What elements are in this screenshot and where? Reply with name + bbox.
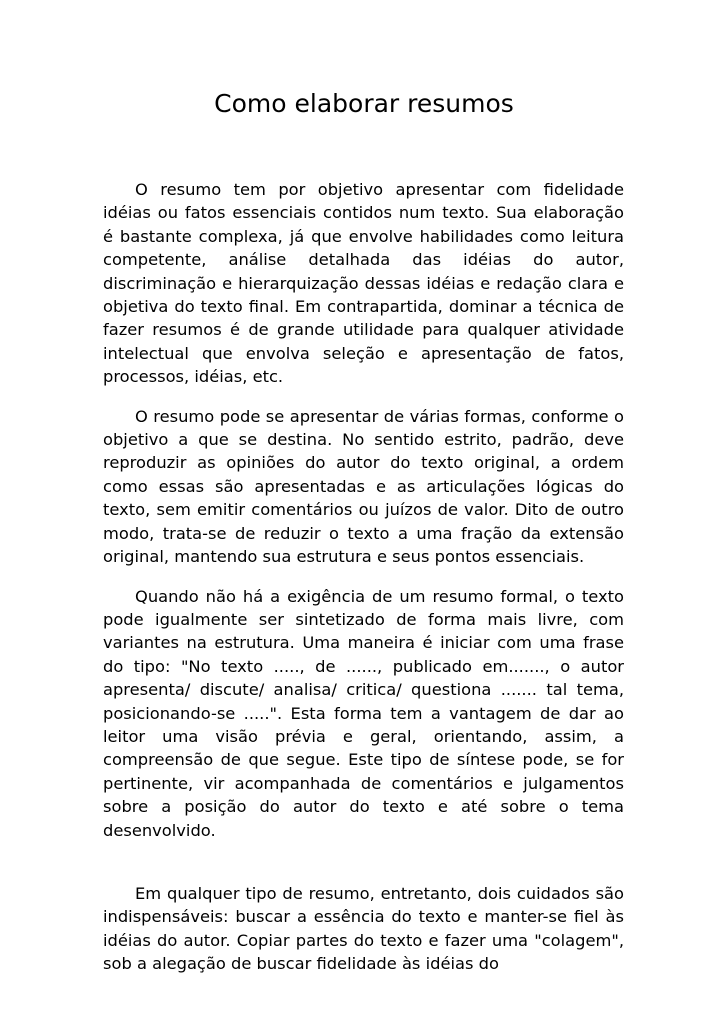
document-body [103,178,624,976]
document-title: Como elaborar resumos [214,89,514,118]
paragraph-4: Em qualquer tipo de resumo, entretanto, dois cuidados são indispensáveis: buscar a essência do texto e manter-se fiel às idéias do autor. Copiar partes do texto e fazer uma "colagem", sob a alegação de buscar fidelidade às idéias do [103,883,624,974]
paragraph-2: O resumo pode se apresentar de várias formas, conforme o objetivo a que se destina. No sentido estrito, padrão, deve reproduzir as opiniões do autor do texto original, a ordem como essas são apresentadas e as articulações lógicas do texto, sem emitir comentários ou juízos de valor. Dito de outro modo, trata-se de reduzir o texto a uma fração da extensão original, mantendo sua estrutura e seus pontos essenciais. [103,406,624,567]
paragraph-3: Quando não há a exigência de um resumo formal, o texto pode igualmente ser sintetizado de forma mais livre, com variantes na estrutura. Uma maneira é iniciar com uma frase do tipo: "No texto ....., de ......, publicado em......., o autor apresenta/ discute/ analisa/ critica/ questiona ....... tal tema, posicionando-se .....". Esta forma tem a vantagem de dar ao leitor uma visão prévia e geral, orientando, assim, a compreensão de que segue. Este tipo de síntese pode, se for pertinente, vir acompanhada de comentários e julgamentos sobre a posição do autor do texto e até sobre o tema desenvolvido. [103,586,624,840]
paragraph-1: O resumo tem por objetivo apresentar com fidelidade idéias ou fatos essenciais contidos num texto. Sua elaboração é bastante complexa, já que envolve habilidades como leitura competente, análise detalhada das idéias do autor, discriminação e hierarquização dessas idéias e redação clara e objetiva do texto final. Em contrapartida, dominar a técnica de fazer resumos é de grande utilidade para qualquer atividade intelectual que envolva seleção e apresentação de fatos, processos, idéias, etc. [103,180,624,387]
